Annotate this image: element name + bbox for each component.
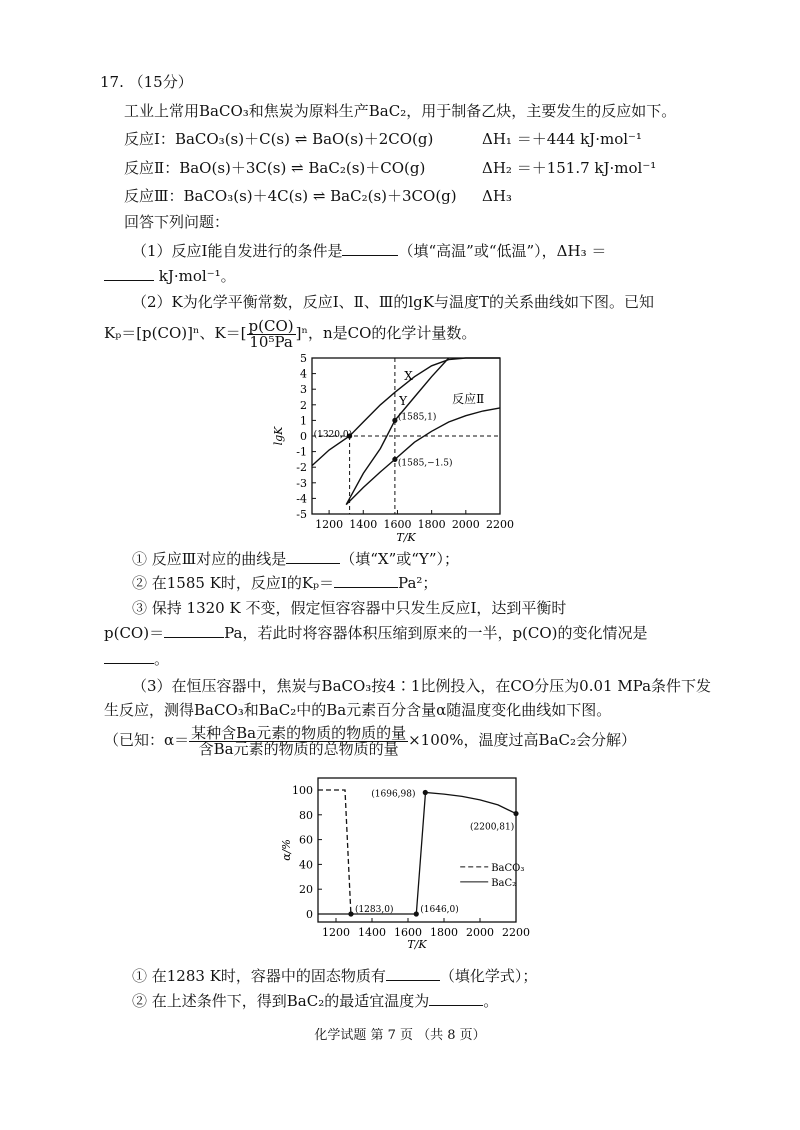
y-tick-label: -2 xyxy=(296,461,307,475)
reaction-2-dh: ΔH₂ ＝＋151.7 kJ·mol⁻¹ xyxy=(482,159,657,177)
answer-blank[interactable] xyxy=(104,648,154,664)
y-tick-label: -5 xyxy=(296,508,307,521)
k-fraction-num: p(CO) xyxy=(248,316,294,335)
part2-q3-line3 xyxy=(104,648,169,669)
part2-line-1: （2）K为化学平衡常数，反应Ⅰ、Ⅱ、Ⅲ的lgK与温度T的关系曲线如下图。已知 xyxy=(132,293,654,311)
y-tick-label: 40 xyxy=(299,858,313,872)
reaction-1 xyxy=(124,129,433,149)
reaction-3-equation: BaCO₃(s)＋4C(s) ⇌ BaC₂(s)＋3CO(g) xyxy=(183,187,457,205)
part2-tail: ]ⁿ，n是CO的化学计量数。 xyxy=(295,324,477,342)
reaction-1-equation: BaCO₃(s)＋C(s) ⇌ BaO(s)＋2CO(g) xyxy=(174,130,434,148)
k-fraction xyxy=(247,316,296,351)
part1-line-2 xyxy=(104,265,236,286)
legend-label-baco3: BaCO₃ xyxy=(491,862,525,874)
part3-line-1: （3）在恒压容器中，焦炭与BaCO₃按4∶1比例投入，在CO分压为0.01 MPa条件下发 xyxy=(132,677,712,695)
data-point-label: (1585,−1.5) xyxy=(397,458,453,469)
answer-blank[interactable] xyxy=(104,265,154,281)
reaction-3-label: 反应Ⅲ： xyxy=(124,187,184,205)
data-point-label: (1283,0) xyxy=(354,905,394,915)
part3-known xyxy=(104,722,636,758)
x-tick-label: 1600 xyxy=(394,926,422,939)
y-axis-label: lgK xyxy=(272,426,285,446)
reaction-1-label: 反应Ⅰ： xyxy=(124,130,175,148)
question-points: （15分） xyxy=(128,73,193,91)
part3-q2-b: 。 xyxy=(483,992,499,1010)
part3-line-2: 生反应，测得BaCO₃和BaC₂中的Ba元素百分含量α随温度变化曲线如下图。 xyxy=(104,701,612,719)
data-point xyxy=(414,911,419,916)
part2-q2 xyxy=(132,572,437,593)
series-line-1 xyxy=(318,790,354,914)
x-tick-label: 1800 xyxy=(430,926,458,939)
y-tick-label: 60 xyxy=(299,833,313,847)
y-tick-label: 4 xyxy=(300,367,307,381)
x-tick-label: 2000 xyxy=(451,518,480,531)
y-tick-label: 1 xyxy=(300,414,307,428)
series-label-x: X xyxy=(404,368,413,383)
data-point xyxy=(423,790,428,795)
x-tick-label: 2200 xyxy=(502,926,530,939)
alpha-fraction-den: 含Ba元素的物质的总物质的量 xyxy=(198,739,399,758)
part1-text-c: kJ·mol⁻¹。 xyxy=(158,267,236,285)
part3-known-b: ×100%，温度过高BaC₂会分解） xyxy=(408,731,637,749)
x-tick-label: 2000 xyxy=(466,926,494,939)
x-tick-label: 1400 xyxy=(349,518,378,531)
part2-q1-b: （填“X”或“Y”）； xyxy=(340,550,459,568)
part2-q3-line2 xyxy=(104,622,648,643)
y-tick-label: 2 xyxy=(300,398,307,412)
k-fraction-den: 10⁵Pa xyxy=(249,332,293,351)
part3-q2-a: ② 在上述条件下，得到BaC₂的最适宜温度为 xyxy=(132,992,430,1010)
data-point-label: (1696,98) xyxy=(371,789,416,800)
question-number: 17. xyxy=(100,73,124,91)
data-point-label: (1320,0) xyxy=(313,430,353,440)
part3-q1-a: ① 在1283 K时，容器中的固态物质有 xyxy=(132,967,386,985)
part1-text-b: （填“高温”或“低温”），ΔH₃ ＝ xyxy=(398,242,607,260)
part2-line-2 xyxy=(104,316,476,350)
reaction-2-equation: BaO(s)＋3C(s) ⇌ BaC₂(s)＋CO(g) xyxy=(179,159,426,177)
part3-q1 xyxy=(132,965,537,986)
part3-known-a: （已知：α＝ xyxy=(104,731,190,749)
data-point xyxy=(513,811,518,816)
y-tick-label: 0 xyxy=(306,908,313,921)
y-axis-label: α/% xyxy=(280,839,293,861)
part2-q2-b: Pa²； xyxy=(398,574,438,592)
data-point-label: (1585,1) xyxy=(397,412,437,423)
data-point-label: (2200,81) xyxy=(470,822,515,833)
answer-blank[interactable] xyxy=(429,990,483,1006)
legend-label-bac2: BaC₂ xyxy=(491,877,517,889)
answer-blank[interactable] xyxy=(342,240,398,256)
part1-line xyxy=(132,240,606,261)
series-line-2 xyxy=(346,358,449,505)
question-intro: 工业上常用BaCO₃和焦炭为原料生产BaC₂，用于制备乙炔，主要发生的反应如下。 xyxy=(124,102,677,120)
reaction-1-dh: ΔH₁ ＝＋444 kJ·mol⁻¹ xyxy=(482,130,642,148)
reaction-2 xyxy=(124,158,425,178)
x-tick-label: 1600 xyxy=(383,518,412,531)
part1-text-a: （1）反应Ⅰ能自发进行的条件是 xyxy=(132,242,343,260)
data-point-label: (1646,0) xyxy=(420,905,459,915)
alpha-chart xyxy=(278,770,540,960)
x-axis-label: T/K xyxy=(396,531,416,544)
data-point xyxy=(392,457,397,462)
part2-q1 xyxy=(132,548,459,569)
series-label-reaction2: 反应Ⅱ xyxy=(452,392,485,407)
x-tick-label: 1200 xyxy=(315,518,344,531)
part2-q3-line1: ③ 保持 1320 K 不变，假定恒容容器中只发生反应Ⅰ，达到平衡时 xyxy=(132,599,567,617)
x-tick-label: 1800 xyxy=(417,518,446,531)
reaction-3 xyxy=(124,186,457,206)
answer-blank[interactable] xyxy=(334,572,398,588)
y-tick-label: -3 xyxy=(296,476,307,490)
y-tick-label: -1 xyxy=(296,445,307,459)
x-axis-label: T/K xyxy=(407,938,427,951)
alpha-fraction-num: 某种含Ba元素的物质的物质的量 xyxy=(191,723,407,742)
part2-q3-b: p(CO)＝ xyxy=(104,624,165,642)
y-tick-label: -4 xyxy=(296,492,307,506)
x-tick-label: 1200 xyxy=(322,926,350,939)
reaction-2-label: 反应Ⅱ： xyxy=(124,159,180,177)
page-footer: 化学试题 第 7 页 （共 8 页） xyxy=(314,1028,486,1043)
part2-kp: Kₚ＝[p(CO)]ⁿ、K＝[ xyxy=(104,324,247,342)
data-point xyxy=(392,418,397,423)
part2-q3-d: 。 xyxy=(154,650,170,668)
reaction-3-dh: ΔH₃ xyxy=(482,187,512,205)
part3-q2 xyxy=(132,990,498,1011)
y-tick-label: 3 xyxy=(300,383,307,397)
x-tick-label: 1400 xyxy=(358,926,386,939)
part2-q1-a: ① 反应Ⅲ对应的曲线是 xyxy=(132,550,287,568)
question-header xyxy=(100,72,193,92)
series-label-y: Y xyxy=(399,393,408,408)
alpha-fraction xyxy=(189,723,408,758)
y-tick-label: 0 xyxy=(300,430,307,443)
data-point xyxy=(348,911,353,916)
y-tick-label: 80 xyxy=(299,808,313,822)
answer-blank[interactable] xyxy=(164,622,224,638)
y-tick-label: 5 xyxy=(300,352,307,365)
y-tick-label: 100 xyxy=(292,784,313,797)
lgk-chart xyxy=(270,350,530,546)
part3-q1-b: （填化学式）； xyxy=(439,967,538,985)
part2-q3-c: Pa，若此时将容器体积压缩到原来的一半，p(CO)的变化情况是 xyxy=(224,624,648,642)
y-tick-label: 20 xyxy=(299,883,313,897)
part2-q2-a: ② 在1585 K时，反应Ⅰ的Kₚ＝ xyxy=(132,574,335,592)
answer-blank[interactable] xyxy=(386,965,440,981)
x-tick-label: 2200 xyxy=(486,518,514,531)
answer-blank[interactable] xyxy=(286,548,340,564)
answer-prompt: 回答下列问题： xyxy=(124,213,230,231)
